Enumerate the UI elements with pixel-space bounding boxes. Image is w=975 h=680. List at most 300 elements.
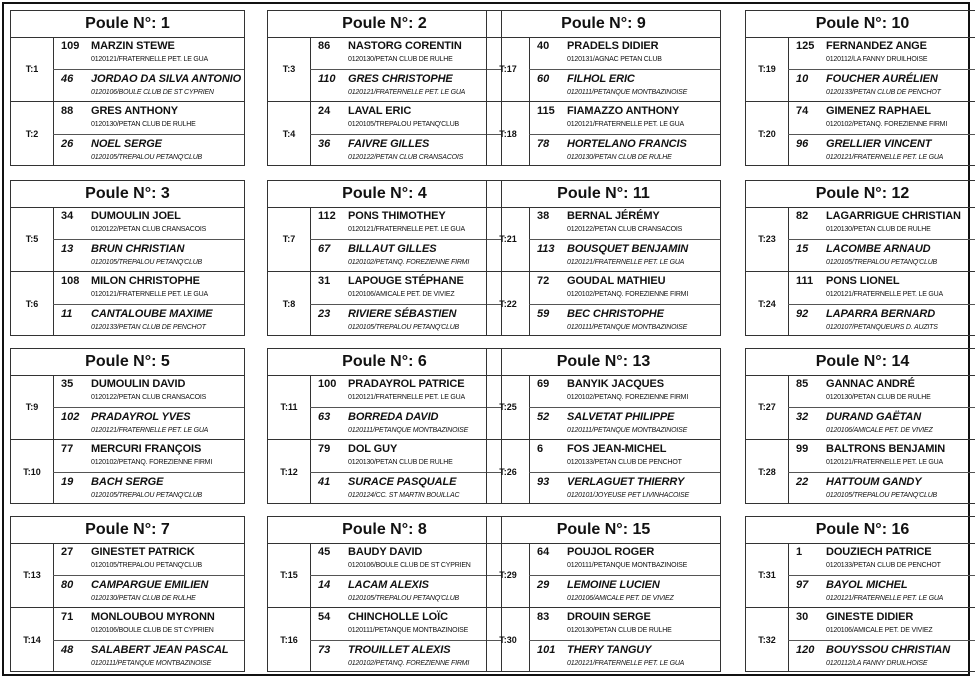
player-name: FERNANDEZ ANGE: [826, 40, 927, 52]
table-label: T:26: [487, 440, 530, 504]
player-row: [529, 207, 720, 239]
player-number: 24: [318, 105, 331, 117]
poule-body: [486, 37, 721, 166]
poule-title: Poule N°: 9: [486, 10, 721, 38]
player-club: 0120121/FRATERNELLE PET. LE GUA: [348, 89, 466, 96]
player-row: [310, 134, 501, 167]
player-row: [53, 239, 244, 272]
table-block: [746, 271, 975, 336]
player-row: [788, 375, 975, 407]
player-club: 0120121/FRATERNELLE PET. LE GUA: [348, 394, 466, 401]
player-number: 26: [61, 138, 74, 150]
player-row: [53, 272, 244, 304]
player-number: 110: [318, 73, 336, 85]
player-club: 0120121/FRATERNELLE PET. LE GUA: [826, 154, 944, 161]
table-block: [487, 271, 720, 336]
player-number: 92: [796, 308, 809, 320]
player-name: SURACE PASQUALE: [348, 476, 457, 488]
poule-body: [10, 543, 245, 672]
table-label: T:1: [11, 37, 54, 101]
player-name: CAMPARGUE EMILIEN: [91, 579, 209, 591]
player-name: DROUIN SERGE: [567, 611, 651, 623]
poule-13: [486, 348, 721, 504]
table-block: [487, 543, 720, 607]
player-club: 0120130/PETAN CLUB DE RULHE: [91, 121, 196, 128]
table-label: T:27: [746, 375, 789, 439]
player-row: [788, 608, 975, 640]
player-club: 0120121/FRATERNELLE PET. LE GUA: [91, 56, 209, 63]
poule-16: [745, 516, 975, 672]
player-row: [788, 472, 975, 505]
player-name: GOUDAL MATHIEU: [567, 275, 666, 287]
table-label: T:29: [487, 543, 530, 607]
player-name: HATTOUM GANDY: [826, 476, 922, 488]
player-number: 27: [61, 546, 74, 558]
player-row: [529, 134, 720, 167]
player-club: 0120121/FRATERNELLE PET. LE GUA: [348, 226, 466, 233]
player-name: BALTRONS BENJAMIN: [826, 443, 946, 455]
draw-sheet: [2, 2, 970, 676]
player-row: [310, 640, 501, 673]
player-number: 30: [796, 611, 809, 623]
player-number: 86: [318, 40, 331, 52]
player-row: [53, 207, 244, 239]
player-number: 63: [318, 411, 331, 423]
player-club: 0120105/TREPALOU PETANQ'CLUB: [348, 595, 460, 602]
table-label: T:9: [11, 375, 54, 439]
player-number: 11: [61, 308, 73, 320]
player-number: 115: [537, 105, 555, 117]
player-name: PRADELS DIDIER: [567, 40, 659, 52]
table-label: T:31: [746, 543, 789, 607]
poule-body: [745, 543, 975, 672]
player-name: LAPOUGE STÉPHANE: [348, 275, 464, 287]
player-name: LAGARRIGUE CHRISTIAN: [826, 210, 961, 222]
poule-body: [267, 375, 502, 504]
player-row: [53, 134, 244, 167]
player-name: GRELLIER VINCENT: [826, 138, 932, 150]
table-block: [268, 607, 501, 672]
player-number: 38: [537, 210, 550, 222]
player-club: 0120121/FRATERNELLE PET. LE GUA: [91, 427, 209, 434]
player-row: [788, 407, 975, 440]
table-block: [11, 375, 244, 439]
player-number: 97: [796, 579, 809, 591]
player-row: [53, 37, 244, 69]
player-number: 85: [796, 378, 809, 390]
player-name: PRADAYROL YVES: [91, 411, 191, 423]
poule-title: Poule N°: 13: [486, 348, 721, 376]
player-row: [53, 304, 244, 337]
player-name: DUMOULIN JOEL: [91, 210, 181, 222]
player-row: [53, 543, 244, 575]
player-club: 0120106/AMICALE PET. DE VIVIEZ: [826, 627, 933, 634]
poule-body: [486, 375, 721, 504]
player-number: 60: [537, 73, 550, 85]
player-club: 0120122/PETAN CLUB CRANSACOIS: [348, 154, 464, 161]
player-row: [310, 608, 501, 640]
player-number: 72: [537, 275, 550, 287]
table-block: [487, 375, 720, 439]
player-number: 74: [796, 105, 809, 117]
player-club: 0120105/TREPALOU PETANQ'CLUB: [348, 324, 460, 331]
player-club: 0120102/PETANQ. FOREZIENNE FIRMI: [348, 660, 470, 667]
player-name: BOUSQUET BENJAMIN: [567, 243, 689, 255]
table-label: T:5: [11, 207, 54, 271]
table-block: [11, 607, 244, 672]
player-row: [788, 239, 975, 272]
player-name: NOEL SERGE: [91, 138, 162, 150]
poule-11: [486, 180, 721, 336]
poule-body: [10, 207, 245, 336]
player-row: [310, 575, 501, 608]
poule-body: [745, 207, 975, 336]
table-block: [487, 101, 720, 166]
player-club: 0120102/PETANQ. FOREZIENNE FIRMI: [567, 394, 689, 401]
poule-6: [267, 348, 502, 504]
player-club: 0120130/PETAN CLUB DE RULHE: [348, 56, 453, 63]
player-name: BERNAL JÉRÉMY: [567, 210, 660, 222]
player-name: FILHOL ERIC: [567, 73, 635, 85]
poule-body: [486, 207, 721, 336]
poule-title: Poule N°: 1: [10, 10, 245, 38]
player-number: 10: [796, 73, 809, 85]
player-club: 0120130/PETAN CLUB DE RULHE: [567, 154, 672, 161]
table-label: T:20: [746, 102, 789, 166]
player-row: [310, 440, 501, 472]
player-row: [788, 575, 975, 608]
poule-4: [267, 180, 502, 336]
player-row: [529, 272, 720, 304]
player-club: 0120105/TREPALOU PETANQ'CLUB: [91, 259, 203, 266]
poule-title: Poule N°: 3: [10, 180, 245, 208]
player-number: 99: [796, 443, 809, 455]
player-club: 0120106/AMICALE PET. DE VIVIEZ: [567, 595, 674, 602]
poule-body: [10, 37, 245, 166]
player-club: 0120130/PETAN CLUB DE RULHE: [826, 226, 931, 233]
table-label: T:19: [746, 37, 789, 101]
table-block: [268, 375, 501, 439]
table-label: T:18: [487, 102, 530, 166]
player-number: 34: [61, 210, 74, 222]
player-name: LAPARRA BERNARD: [826, 308, 936, 320]
player-name: DOL GUY: [348, 443, 398, 455]
player-row: [788, 543, 975, 575]
player-row: [53, 608, 244, 640]
player-club: 0120106/BOULE CLUB DE ST CYPRIEN: [91, 627, 214, 634]
player-row: [53, 575, 244, 608]
player-club: 0120107/PETANQUEURS D. AUZITS: [826, 324, 938, 331]
player-number: 45: [318, 546, 331, 558]
player-club: 0120122/PETAN CLUB CRANSACOIS: [91, 394, 207, 401]
table-block: [268, 271, 501, 336]
player-number: 64: [537, 546, 550, 558]
table-label: T:6: [11, 272, 54, 336]
player-club: 0120105/TREPALOU PETANQ'CLUB: [826, 259, 938, 266]
player-club: 0120105/TREPALOU PETANQ'CLUB: [91, 492, 203, 499]
player-number: 35: [61, 378, 74, 390]
player-club: 0120112/LA FANNY DRUILHOISE: [826, 660, 928, 667]
poule-title: Poule N°: 2: [267, 10, 502, 38]
player-name: BAUDY DAVID: [348, 546, 423, 558]
player-number: 96: [796, 138, 809, 150]
table-block: [11, 543, 244, 607]
player-row: [529, 375, 720, 407]
poule-title: Poule N°: 8: [267, 516, 502, 544]
player-name: DUMOULIN DAVID: [91, 378, 186, 390]
player-row: [310, 272, 501, 304]
player-number: 23: [318, 308, 331, 320]
player-name: BACH SERGE: [91, 476, 164, 488]
table-block: [746, 375, 975, 439]
player-row: [53, 407, 244, 440]
player-number: 36: [318, 138, 331, 150]
player-row: [53, 640, 244, 673]
player-number: 31: [318, 275, 331, 287]
player-number: 83: [537, 611, 550, 623]
player-club: 0120131/AGNAC PETAN CLUB: [567, 56, 662, 63]
table-label: T:12: [268, 440, 311, 504]
poule-body: [745, 37, 975, 166]
player-club: 0120111/PETANQUE MONTBAZINOISE: [567, 427, 688, 434]
player-number: 101: [537, 644, 556, 656]
player-club: 0120121/FRATERNELLE PET. LE GUA: [826, 595, 944, 602]
player-name: LACOMBE ARNAUD: [826, 243, 931, 255]
player-club: 0120106/BOULE CLUB DE ST CYPRIEN: [348, 562, 471, 569]
player-row: [529, 37, 720, 69]
player-name: PONS LIONEL: [826, 275, 900, 287]
player-name: GINESTE DIDIER: [826, 611, 914, 623]
table-block: [268, 101, 501, 166]
player-number: 77: [61, 443, 74, 455]
player-number: 125: [796, 40, 815, 52]
player-row: [529, 575, 720, 608]
player-name: BAYOL MICHEL: [826, 579, 908, 591]
player-club: 0120121/FRATERNELLE PET. LE GUA: [567, 259, 685, 266]
player-number: 29: [537, 579, 550, 591]
player-row: [310, 407, 501, 440]
player-row: [529, 69, 720, 102]
player-number: 19: [61, 476, 74, 488]
table-label: T:3: [268, 37, 311, 101]
poule-title: Poule N°: 16: [745, 516, 975, 544]
table-block: [746, 439, 975, 504]
player-name: FAIVRE GILLES: [348, 138, 430, 150]
player-club: 0120121/FRATERNELLE PET. LE GUA: [567, 121, 685, 128]
table-label: T:14: [11, 608, 54, 672]
table-block: [746, 37, 975, 101]
player-name: BANYIK JACQUES: [567, 378, 665, 390]
player-number: 22: [796, 476, 809, 488]
poule-body: [267, 543, 502, 672]
player-name: BOUYSSOU CHRISTIAN: [826, 644, 951, 656]
player-row: [788, 102, 975, 134]
player-row: [529, 608, 720, 640]
player-number: 6: [537, 443, 544, 455]
player-name: THERY TANGUY: [567, 644, 652, 656]
table-label: T:21: [487, 207, 530, 271]
player-row: [788, 37, 975, 69]
player-row: [310, 37, 501, 69]
player-name: FOUCHER AURÉLIEN: [826, 73, 938, 85]
player-club: 0120121/FRATERNELLE PET. LE GUA: [826, 459, 944, 466]
player-name: SALABERT JEAN PASCAL: [91, 644, 229, 656]
player-club: 0120105/TREPALOU PETANQ'CLUB: [826, 492, 938, 499]
player-club: 0120111/PETANQUE MONTBAZINOISE: [348, 627, 469, 634]
table-label: T:4: [268, 102, 311, 166]
table-block: [268, 543, 501, 607]
poule-12: [745, 180, 975, 336]
player-name: MARZIN STEWE: [91, 40, 175, 52]
poule-title: Poule N°: 12: [745, 180, 975, 208]
player-number: 112: [318, 210, 336, 222]
player-row: [529, 472, 720, 505]
table-block: [268, 207, 501, 271]
player-name: VERLAGUET THIERRY: [567, 476, 685, 488]
player-row: [529, 239, 720, 272]
player-club: 0120122/PETAN CLUB CRANSACOIS: [567, 226, 683, 233]
poule-1: [10, 10, 245, 166]
player-club: 0120105/TREPALOU PETANQ'CLUB: [91, 562, 203, 569]
table-label: T:24: [746, 272, 789, 336]
player-name: CANTALOUBE MAXIME: [91, 308, 213, 320]
player-name: BORREDA DAVID: [348, 411, 439, 423]
table-block: [487, 439, 720, 504]
poule-body: [486, 543, 721, 672]
table-block: [487, 37, 720, 101]
player-number: 111: [796, 275, 814, 287]
player-club: 0120102/PETANQ. FOREZIENNE FIRMI: [348, 259, 470, 266]
player-number: 79: [318, 443, 331, 455]
table-label: T:25: [487, 375, 530, 439]
player-row: [788, 207, 975, 239]
table-label: T:17: [487, 37, 530, 101]
player-number: 67: [318, 243, 331, 255]
player-row: [788, 304, 975, 337]
player-number: 93: [537, 476, 550, 488]
player-name: LACAM ALEXIS: [348, 579, 429, 591]
player-number: 40: [537, 40, 550, 52]
table-block: [746, 607, 975, 672]
table-block: [746, 101, 975, 166]
player-number: 52: [537, 411, 550, 423]
player-number: 14: [318, 579, 331, 591]
player-number: 32: [796, 411, 809, 423]
player-club: 0120130/PETAN CLUB DE RULHE: [348, 459, 453, 466]
player-row: [529, 640, 720, 673]
table-block: [11, 439, 244, 504]
player-name: GRES ANTHONY: [91, 105, 179, 117]
player-club: 0120106/AMICALE PET. DE VIVIEZ: [826, 427, 933, 434]
player-number: 108: [61, 275, 80, 287]
poule-3: [10, 180, 245, 336]
poule-body: [745, 375, 975, 504]
player-club: 0120133/PETAN CLUB DE PENCHOT: [91, 324, 206, 331]
poule-title: Poule N°: 10: [745, 10, 975, 38]
player-number: 73: [318, 644, 331, 656]
player-name: PRADAYROL PATRICE: [348, 378, 465, 390]
player-number: 88: [61, 105, 74, 117]
table-label: T:8: [268, 272, 311, 336]
table-block: [487, 207, 720, 271]
player-name: LAVAL ERIC: [348, 105, 412, 117]
player-club: 0120106/BOULE CLUB DE ST CYPRIEN: [91, 89, 214, 96]
player-name: GRES CHRISTOPHE: [348, 73, 453, 85]
player-club: 0120102/PETANQ. FOREZIENNE FIRMI: [826, 121, 948, 128]
player-number: 15: [796, 243, 809, 255]
player-number: 109: [61, 40, 80, 52]
player-club: 0120111/PETANQUE MONTBAZINOISE: [348, 427, 469, 434]
player-name: GINESTET PATRICK: [91, 546, 195, 558]
player-name: DOUZIECH PATRICE: [826, 546, 932, 558]
player-row: [310, 375, 501, 407]
player-club: 0120111/PETANQUE MONTBAZINOISE: [567, 562, 688, 569]
player-row: [310, 304, 501, 337]
player-number: 69: [537, 378, 550, 390]
player-club: 0120121/FRATERNELLE PET. LE GUA: [567, 660, 685, 667]
table-label: T:13: [11, 543, 54, 607]
player-row: [310, 472, 501, 505]
table-label: T:32: [746, 608, 789, 672]
poule-title: Poule N°: 11: [486, 180, 721, 208]
table-label: T:10: [11, 440, 54, 504]
table-label: T:30: [487, 608, 530, 672]
poule-title: Poule N°: 6: [267, 348, 502, 376]
player-club: 0120133/PETAN CLUB DE PENCHOT: [567, 459, 682, 466]
player-name: TROUILLET ALEXIS: [348, 644, 451, 656]
table-block: [11, 37, 244, 101]
player-name: PONS THIMOTHEY: [348, 210, 446, 222]
player-name: BILLAUT GILLES: [348, 243, 437, 255]
player-name: GANNAC ANDRÉ: [826, 378, 915, 390]
player-row: [310, 102, 501, 134]
player-number: 54: [318, 611, 331, 623]
player-row: [529, 440, 720, 472]
player-name: BRUN CHRISTIAN: [91, 243, 185, 255]
table-block: [268, 37, 501, 101]
table-block: [11, 101, 244, 166]
player-row: [310, 543, 501, 575]
table-label: T:2: [11, 102, 54, 166]
table-label: T:15: [268, 543, 311, 607]
poule-title: Poule N°: 14: [745, 348, 975, 376]
player-name: FOS JEAN-MICHEL: [567, 443, 667, 455]
table-label: T:16: [268, 608, 311, 672]
player-row: [788, 272, 975, 304]
player-club: 0120105/TREPALOU PETANQ'CLUB: [91, 154, 203, 161]
player-club: 0120106/AMICALE PET. DE VIVIEZ: [348, 291, 455, 298]
player-number: 41: [318, 476, 331, 488]
player-name: HORTELANO FRANCIS: [567, 138, 687, 150]
player-name: MERCURI FRANÇOIS: [91, 443, 202, 455]
player-number: 100: [318, 378, 337, 390]
table-label: T:11: [268, 375, 311, 439]
table-block: [11, 207, 244, 271]
player-club: 0120124/CC. ST MARTIN BOUILLAC: [348, 492, 460, 499]
player-name: SALVETAT PHILIPPE: [567, 411, 675, 423]
poule-body: [10, 375, 245, 504]
poule-10: [745, 10, 975, 166]
player-club: 0120121/FRATERNELLE PET. LE GUA: [91, 291, 209, 298]
player-club: 0120111/PETANQUE MONTBAZINOISE: [567, 324, 688, 331]
player-number: 71: [61, 611, 74, 623]
player-row: [310, 239, 501, 272]
player-row: [529, 304, 720, 337]
table-block: [746, 207, 975, 271]
player-number: 102: [61, 411, 80, 423]
player-row: [788, 640, 975, 673]
poule-14: [745, 348, 975, 504]
